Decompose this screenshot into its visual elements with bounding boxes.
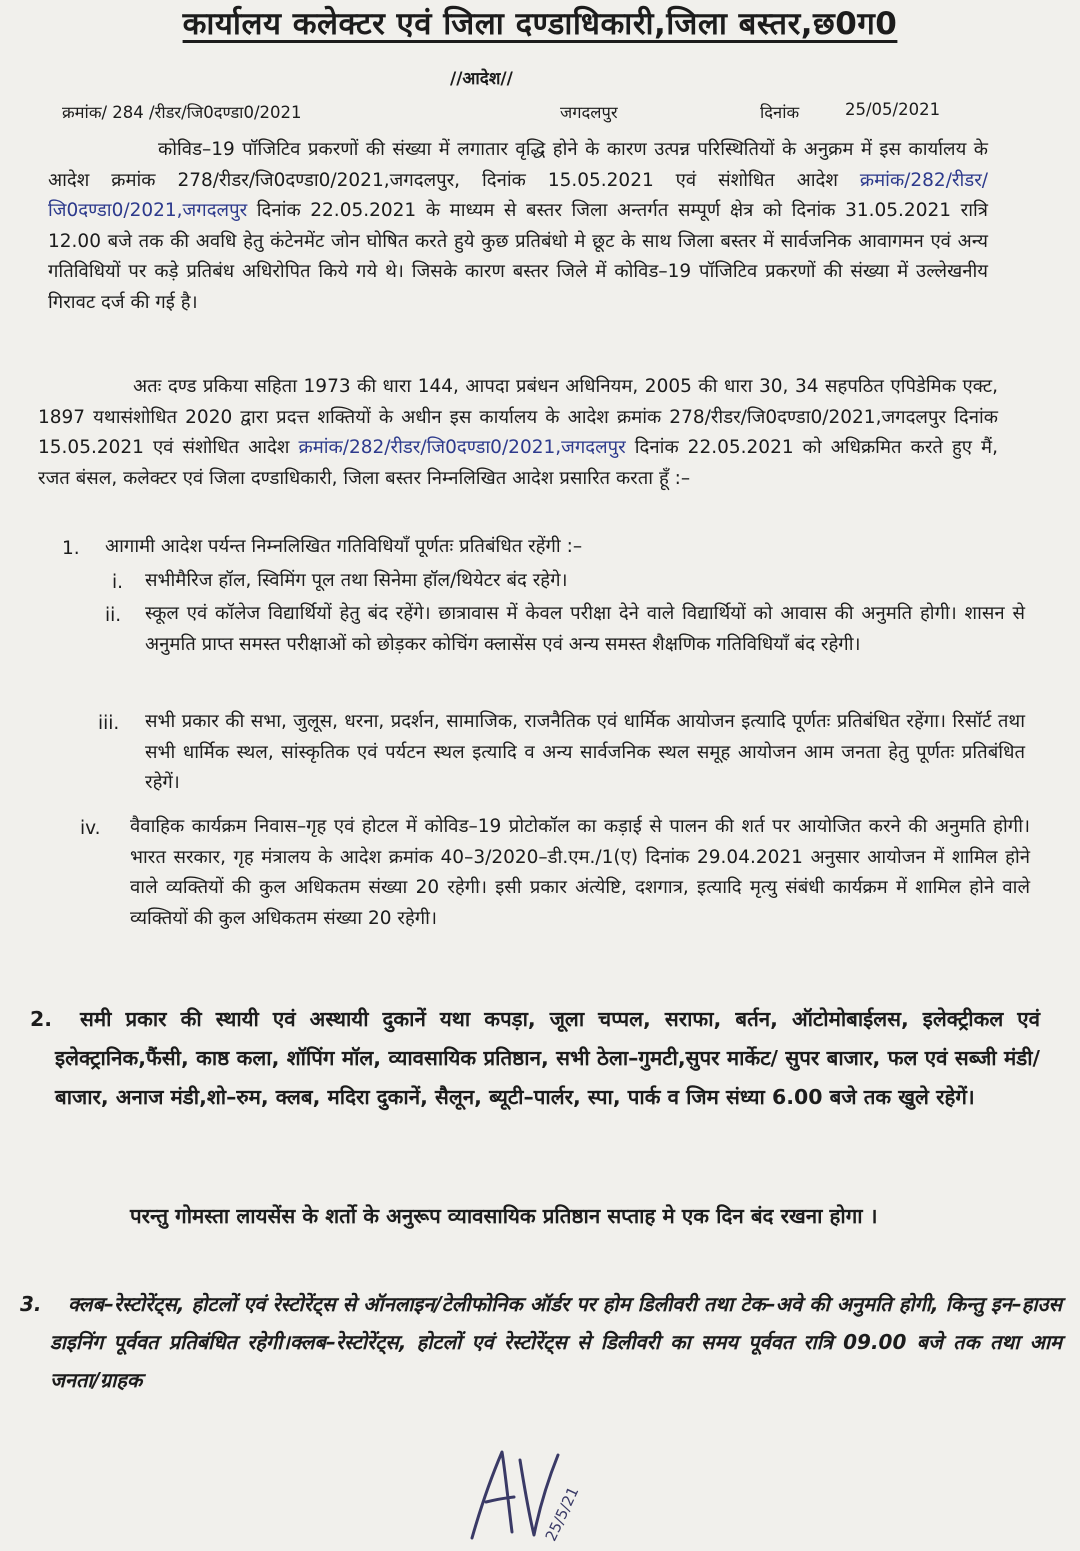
reference-date: 25/05/2021: [845, 100, 941, 119]
subitem-number: ii.: [105, 605, 122, 626]
reference-order: क्रमांक/282/रीडर/जि0दण्डा0/2021,जगदलपुर: [298, 437, 626, 458]
item-2-proviso: परन्तु गोमस्ता लायसेंस के शर्तो के अनुरूप व्यावसायिक प्रतिष्ठान सप्ताह मे एक दिन बंद रखना होगा ।: [130, 1204, 878, 1228]
subitem-iii: सभी प्रकार की सभा, जुलूस, धरना, प्रदर्शन, सामाजिक, राजनैतिक एवं धार्मिक आयोजन इत्यादि पूर्णतः प्रतिबंधित रहेंगा। रिसॉर्ट तथा सभी धार्मिक स्थल, सांस्कृतिक एवं पर्यटन स्थल इत्यादि व अन्य सार्वजनिक स्थल समूह आयोजन आम जनता हेतु पूर्णतः प्रतिबंधित रहेगें।: [145, 711, 1025, 793]
subitem-number: i.: [112, 572, 124, 593]
item-1-text: आगामी आदेश पर्यन्त निम्नलिखित गतिविधियाँ पूर्णतः प्रतिबंधित रहेंगी :–: [105, 536, 583, 557]
reference-number: क्रमांक/ 284 /रीडर/जि0दण्डा0/2021: [62, 103, 302, 122]
item-number: 1.: [62, 538, 80, 559]
date-label: दिनांक: [760, 103, 800, 122]
item-number: 2.: [30, 1007, 53, 1031]
subitem-number: iii.: [98, 713, 120, 734]
paragraph-authority: अतः दण्ड प्रकिया सहिता 1973 की धारा 144, आपदा प्रबंधन अधिनियम, 2005 की धारा 30, 34 सहपठित एपिडेमिक एक्ट, 1897 यथासंशोधित 2020 द्वारा प्रदत्त शक्तियों के अधीन इस कार्यालय के आदेश क्रमांक 278/रीडर/जि0दण्डा0/2021,जगदलपुर दिनांक 15.05.2021 एवं संशोधित आदेश क्रमांक/282/रीडर/जि0दण्डा0/2021,जगदलपुर दिनांक 22.05.2021 को अधिक्रमित करते हुए मैं, रजत बंसल, कलेक्टर एवं जिला दण्डाधिकारी, जिला बस्तर निम्नलिखित आदेश प्रसारित करता हूँ :–: [38, 376, 998, 489]
item-number: 3.: [20, 1292, 42, 1316]
subitem-iv: वैवाहिक कार्यक्रम निवास–गृह एवं होटल में कोविड–19 प्रोटोकॉल का कड़ाई से पालन की शर्त पर आयोजित करने की अनुमति होगी। भारत सरकार, गृह मंत्रालय के आदेश क्रमांक 40–3/2020–डी.एम./1(ए) दिनांक 29.04.2021 अनुसार आयोजन में शामिल होने वाले व्यक्तियों की कुल अधिकतम संख्या 20 रहेगी। इसी प्रकार अंत्येष्टि, दशगात्र, इत्यादि मृत्यु संबंधी कार्यक्रम में शामिल होने वाले व्यक्तियों की कुल अधिकतम संख्या 20 रहेगी।: [130, 816, 1030, 929]
signature-date: 25/5/21: [541, 1483, 583, 1544]
subitem-i: सभीमैरिज हॉल, स्विमिंग पूल तथा सिनेमा हॉल/थियेटर बंद रहेगे।: [145, 570, 568, 591]
subitem-ii: स्कूल एवं कॉलेज विद्यार्थियों हेतु बंद रहेंगे। छात्रावास में केवल परीक्षा देने वाले विद्यार्थियों को आवास की अनुमति होगी। शासन से अनुमति प्राप्त समस्त परीक्षाओं को छोड़कर कोचिंग क्लासेंस एवं अन्य समस्त शैक्षणिक गतिविधियाँ बंद रहेगी।: [145, 603, 1025, 655]
reference-place: जगदलपुर: [560, 103, 618, 122]
signature: [460, 1440, 590, 1545]
order-label: //आदेश//: [450, 69, 513, 89]
office-heading: कार्यालय कलेक्टर एवं जिला दण्डाधिकारी,जिला बस्तर,छ0ग0: [182, 6, 898, 42]
item-3-text: क्लब–रेस्टोरेंट्स, होटलों एवं रेस्टोरेंट्स से ऑनलाइन/टेलीफोनिक ऑर्डर पर होम डिलीवरी तथा टेक–अवे की अनुमति होगी, किन्तु इन–हाउस डाइनिंग पूर्ववत प्रतिबंधित रहेगी।क्लब–रेस्टोरेंट्स, होटलों एवं रेस्टोरेंट्स से डिलीवरी का समय पूर्ववत रात्रि 09.00 बजे तक तथा आम जनता/ग्राहक: [50, 1292, 1062, 1392]
item-2-text: समी प्रकार की स्थायी एवं अस्थायी दुकानें यथा कपड़ा, जूला चप्पल, सराफा, बर्तन, ऑटोमोबाईलस, इलेक्ट्रीकल एवं इलेक्ट्रानिक,फैंसी, काष्ठ कला, शॉपिंग मॉल, व्यावसायिक प्रतिष्ठान, सभी ठेला–गुमटी,सुपर मार्केट/ सुपर बाजार, फल एवं सब्जी मंडी/बाजार, अनाज मंडी,शो–रुम, क्लब, मदिरा दुकानें, सैलून, ब्यूटी–पार्लर, स्पा, पार्क व जिम संध्या 6.00 बजे तक खुले रहेगें।: [55, 1007, 1041, 1109]
subitem-number: iv.: [80, 818, 101, 839]
reference-order: क्रमांक/282/रीडर/जि0दण्डा0/2021,जगदलपुर: [48, 169, 988, 221]
paragraph-background: कोविड–19 पॉजिटिव प्रकरणों की संख्या में लगातार वृद्धि होने के कारण उत्पन्न परिस्थितियों के अनुक्रम में इस कार्यालय के आदेश क्रमांक 278/रीडर/जि0दण्डा0/2021,जगदलपुर, दिनांक 15.05.2021 एवं संशोधित आदेश क्रमांक/282/रीडर/जि0दण्डा0/2021,जगदलपुर दिनांक 22.05.2021 के माध्यम से बस्तर जिला अन्तर्गत सम्पूर्ण क्षेत्र को दिनांक 31.05.2021 रात्रि 12.00 बजे तक की अवधि हेतु कंटेनमेंट जोन घोषित करते हुये कुछ प्रतिबंधो मे छूट के साथ जिला बस्तर में सार्वजनिक आवागमन एवं अन्य गतिविधियों पर कड़े प्रतिबंध अधिरोपित किये गये थे। जिसके कारण बस्तर जिले में कोविड–19 पॉजिटिव प्रकरणों की संख्या में उल्लेखनीय गिरावट दर्ज की गई है।: [48, 139, 988, 313]
